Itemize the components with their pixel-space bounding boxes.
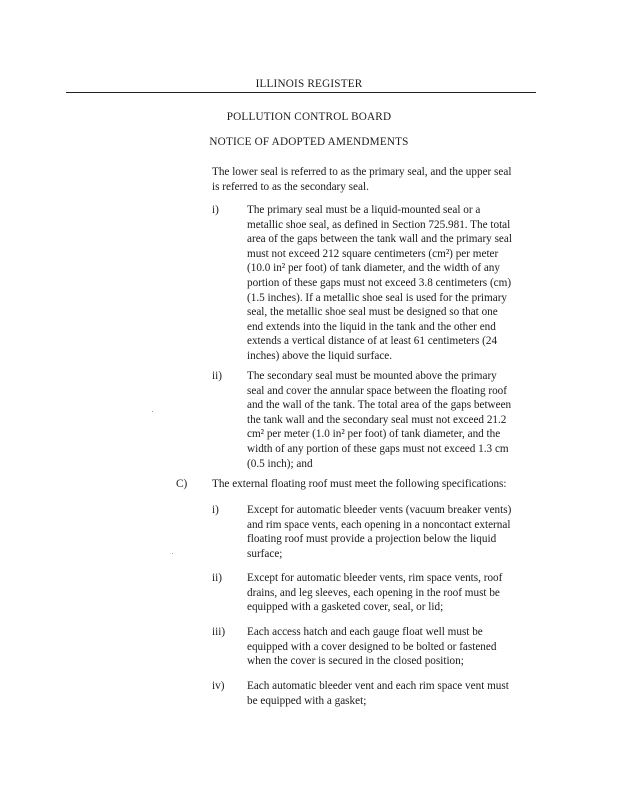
intro-paragraph (212, 165, 511, 194)
board-title: POLLUTION CONTROL BOARD (226, 111, 392, 123)
text-line: Except for automatic bleeder vents (vacuum breaker vents) (247, 504, 512, 516)
text-line: The secondary seal must be mounted above the primary (247, 370, 497, 382)
spec-item-label: ii) (212, 572, 222, 584)
intro-line: is referred to as the secondary seal. (212, 180, 369, 193)
text-line: (1.5 inches). If a metallic shoe seal is used for the primary (247, 291, 508, 304)
spec-item-text (247, 679, 509, 708)
section-c-label: C) (176, 478, 188, 490)
text-line: be equipped with a gasket; (247, 694, 367, 707)
text-line: surface; (247, 547, 283, 560)
text-line: extends a vertical distance of at least 61 centimeters (24 (247, 335, 498, 348)
text-line: end extends into the liquid in the tank and the other end (247, 320, 496, 333)
text-line: the tank wall and the secondary seal must not exceed 21.2 (247, 413, 507, 426)
text-line: seal, the metallic shoe seal must be designed so that one (247, 306, 498, 319)
text-line: floating roof must provide a projection below the liquid (247, 533, 497, 546)
seal-item-text (247, 203, 512, 364)
text-line: must not exceed 212 square centimeters (cm²) per meter (247, 247, 499, 260)
text-line: area of the gaps between the tank wall and the primary seal (247, 233, 512, 246)
seal-item-label: i) (212, 204, 219, 216)
text-line: Each access hatch and each gauge float well must be (247, 626, 483, 638)
text-line: Each automatic bleeder vent and each rim space vent must (247, 680, 509, 692)
spec-item-text (247, 503, 511, 561)
text-line: Except for automatic bleeder vents, rim space vents, roof (247, 572, 503, 584)
seal-item-text (247, 369, 511, 471)
text-line: when the cover is secured in the closed position; (247, 655, 464, 668)
intro-line: The lower seal is referred to as the primary seal, and the upper seal (212, 166, 512, 178)
text-line: equipped with a cover designed to be bolted or fastened (247, 640, 497, 653)
notice-title: NOTICE OF ADOPTED AMENDMENTS (209, 136, 409, 148)
text-line: The primary seal must be a liquid-mounted seal or a (247, 204, 481, 216)
text-line: width of any portion of these gaps must not exceed 1.3 cm (247, 442, 509, 455)
text-line: and rim space vents, each opening in a noncontact external (247, 518, 511, 531)
spec-item-label: i) (212, 504, 219, 516)
spec-item-label: iii) (212, 626, 226, 638)
text-line: inches) above the liquid surface. (247, 349, 393, 362)
seal-item-label: ii) (212, 370, 222, 382)
text-line: portion of these gaps must not exceed 3.8 centimeters (cm) (247, 276, 512, 289)
text-line: drains, and leg sleeves, each opening in the roof must be (247, 586, 500, 599)
spec-item-text (247, 571, 502, 615)
register-title: ILLINOIS REGISTER (255, 78, 363, 90)
text-line: seal and cover the annular space between the floating roof (247, 384, 507, 397)
header-rule (66, 92, 536, 93)
section-c-text: The external floating roof must meet the following specifications: (212, 478, 507, 490)
spec-item-text (247, 625, 496, 669)
text-line: and the wall of the tank. The total area of the gaps between (247, 399, 512, 412)
scan-speck (172, 553, 173, 554)
text-line: equipped with a gasketed cover, seal, or lid; (247, 601, 444, 614)
text-line: metallic shoe seal, as defined in Section 725.981. The total (247, 218, 511, 231)
spec-item-label: iv) (212, 680, 225, 692)
scan-speck (152, 411, 153, 412)
text-line: cm² per meter (1.0 in² per foot) of tank diameter, and the (247, 428, 501, 441)
text-line: (10.0 in² per foot) of tank diameter, and the width of any (247, 262, 500, 275)
text-line: (0.5 inch); and (247, 457, 313, 470)
